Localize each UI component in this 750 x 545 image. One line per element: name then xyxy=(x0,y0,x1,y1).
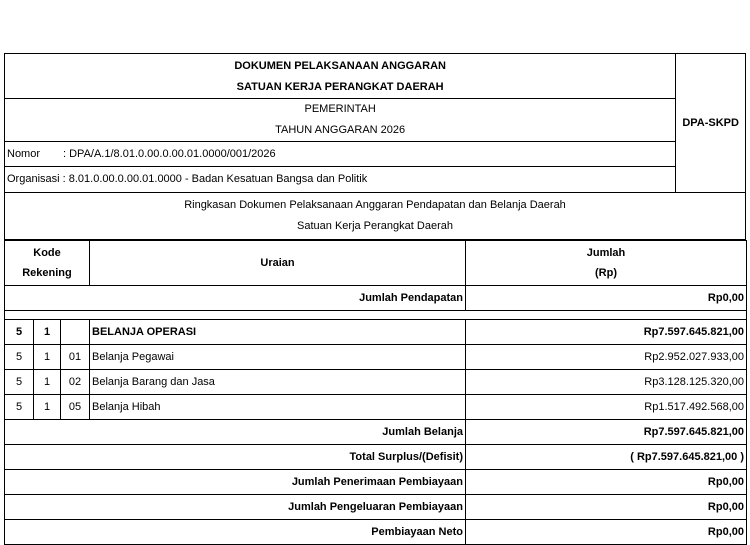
column-jumlah-line-1: Jumlah xyxy=(586,247,626,259)
total-label: Jumlah Belanja xyxy=(5,420,466,445)
table-row xyxy=(5,370,747,395)
total-value: Rp0,00 xyxy=(466,470,747,495)
total-label: Pembiayaan Neto xyxy=(5,520,466,545)
total-value: Rp7.597.645.821,00 xyxy=(466,420,747,445)
kode-3 xyxy=(61,320,90,345)
total-value: Rp0,00 xyxy=(466,520,747,545)
budget-document xyxy=(4,53,746,545)
column-kode-rekening xyxy=(5,241,90,286)
organisasi-label: Organisasi xyxy=(7,173,60,185)
kode-1: 5 xyxy=(5,320,34,345)
kode-3: 02 xyxy=(61,370,90,395)
title-line-2: SATUAN KERJA PERANGKAT DAERAH xyxy=(236,81,444,93)
spacer-row xyxy=(5,311,747,320)
jumlah-cell: Rp1.517.492.568,00 xyxy=(466,395,747,420)
column-kode-line-2: Rekening xyxy=(22,267,72,279)
government-line: PEMERINTAH xyxy=(304,103,376,115)
total-label: Jumlah Penerimaan Pembiayaan xyxy=(5,470,466,495)
pendapatan-value: Rp0,00 xyxy=(466,286,747,311)
organisasi-value: : 8.01.0.00.0.00.01.0000 - Badan Kesatuan Bangsa dan Politik xyxy=(62,173,368,185)
kode-3: 01 xyxy=(61,345,90,370)
jumlah-cell: Rp2.952.027.933,00 xyxy=(466,345,747,370)
total-row xyxy=(5,520,747,545)
table-row xyxy=(5,286,747,311)
kode-1: 5 xyxy=(5,370,34,395)
kode-3: 05 xyxy=(61,395,90,420)
document-header xyxy=(4,53,746,193)
jumlah-cell: Rp7.597.645.821,00 xyxy=(466,320,747,345)
column-kode-line-1: Kode xyxy=(33,247,61,259)
table-row xyxy=(5,320,747,345)
nomor-row xyxy=(5,142,675,167)
table-header xyxy=(5,241,747,286)
uraian-cell: Belanja Barang dan Jasa xyxy=(90,370,466,395)
total-row xyxy=(5,420,747,445)
total-row xyxy=(5,495,747,520)
nomor-label: Nomor xyxy=(7,148,41,160)
jumlah-cell: Rp3.128.125.320,00 xyxy=(466,370,747,395)
title-line-1: DOKUMEN PELAKSANAAN ANGGARAN xyxy=(234,60,446,72)
total-value: Rp0,00 xyxy=(466,495,747,520)
nomor-value: : DPA/A.1/8.01.0.00.0.00.01.0000/001/2026 xyxy=(63,148,276,160)
summary-heading xyxy=(4,193,746,240)
fiscal-year-line: TAHUN ANGGARAN 2026 xyxy=(275,124,406,136)
kode-2: 1 xyxy=(34,395,61,420)
total-label: Total Surplus/(Defisit) xyxy=(5,445,466,470)
document-code: DPA-SKPD xyxy=(675,54,745,192)
total-row xyxy=(5,470,747,495)
table-row xyxy=(5,345,747,370)
summary-line-2: Satuan Kerja Perangkat Daerah xyxy=(297,220,453,232)
organisasi-row xyxy=(5,167,675,192)
budget-table xyxy=(4,240,747,545)
uraian-cell: Belanja Hibah xyxy=(90,395,466,420)
spacer-cell xyxy=(5,311,747,320)
kode-1: 5 xyxy=(5,395,34,420)
summary-line-1: Ringkasan Dokumen Pelaksanaan Anggaran Pendapatan dan Belanja Daerah xyxy=(184,199,566,211)
table-row xyxy=(5,395,747,420)
pendapatan-label: Jumlah Pendapatan xyxy=(5,286,466,311)
uraian-cell: Belanja Pegawai xyxy=(90,345,466,370)
kode-2: 1 xyxy=(34,370,61,395)
column-jumlah-line-2: (Rp) xyxy=(595,267,617,279)
kode-2: 1 xyxy=(34,320,61,345)
total-label: Jumlah Pengeluaran Pembiayaan xyxy=(5,495,466,520)
kode-2: 1 xyxy=(34,345,61,370)
kode-1: 5 xyxy=(5,345,34,370)
uraian-cell: BELANJA OPERASI xyxy=(90,320,466,345)
column-uraian: Uraian xyxy=(90,241,466,286)
total-row xyxy=(5,445,747,470)
total-value: ( Rp7.597.645.821,00 ) xyxy=(466,445,747,470)
column-jumlah xyxy=(466,241,747,286)
